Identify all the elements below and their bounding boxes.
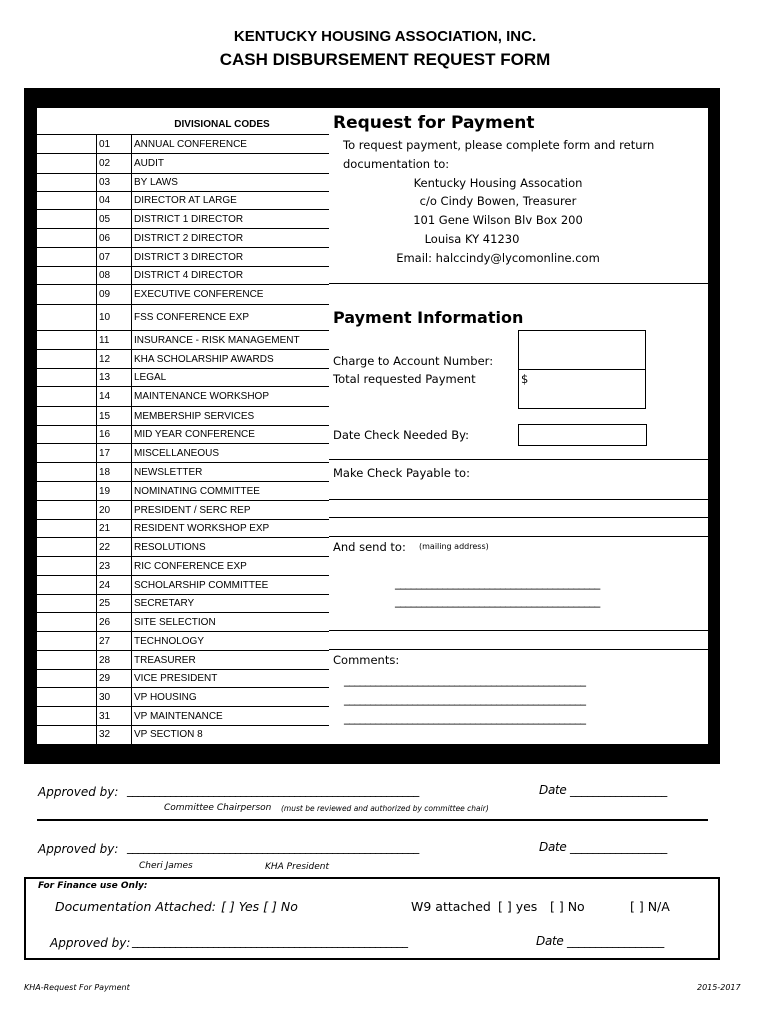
code-row: [37, 285, 329, 305]
code-number: 23: [99, 561, 111, 572]
code-number: 19: [99, 486, 111, 497]
code-number: 29: [99, 673, 111, 684]
code-name: RESOLUTIONS: [134, 542, 206, 553]
approval-separator: [37, 819, 708, 821]
code-row: [37, 726, 329, 744]
code-row: [37, 248, 329, 267]
code-name: NEWSLETTER: [134, 467, 203, 478]
code-number: 09: [99, 289, 111, 300]
w9-na-checkbox[interactable]: [ ] N/A: [630, 899, 670, 914]
code-row: [37, 350, 329, 369]
address-line3: 101 Gene Wilson Blv Box 200: [413, 213, 583, 227]
w9-yes-checkbox[interactable]: [ ] yes: [498, 899, 538, 914]
mailing-address-note: (mailing address): [419, 542, 489, 551]
code-number: 24: [99, 580, 111, 591]
code-name: VP MAINTENANCE: [134, 711, 223, 722]
code-name: LEGAL: [134, 372, 167, 383]
code-name: SITE SELECTION: [134, 617, 216, 628]
code-row: [37, 538, 329, 557]
code-name: DISTRICT 4 DIRECTOR: [134, 270, 244, 281]
comment-line-2[interactable]: ______________________________________________: [344, 692, 586, 706]
code-number: 25: [99, 598, 111, 609]
code-row: [37, 557, 329, 576]
code-row: [37, 174, 329, 192]
code-row: [37, 670, 329, 688]
code-name: BY LAWS: [134, 177, 178, 188]
address-line4: Louisa KY 41230: [424, 232, 520, 246]
code-name: DISTRICT 3 DIRECTOR: [134, 252, 244, 263]
code-name: FSS CONFERENCE EXP: [134, 312, 250, 323]
code-name: RESIDENT WORKSHOP EXP: [134, 523, 270, 534]
dollar-sign: $: [521, 372, 529, 386]
code-row: [37, 520, 329, 538]
code-row: [37, 210, 329, 229]
code-row: [37, 444, 329, 463]
approval2-name: Cheri James: [139, 861, 193, 871]
divisional-codes-heading: DIVISIONAL CODES: [37, 108, 329, 135]
address-line1: Kentucky Housing Assocation: [413, 176, 583, 190]
footer-years: 2015-2017: [697, 983, 741, 992]
code-row: [37, 707, 329, 726]
documentation-options[interactable]: [ ] Yes [ ] No: [221, 899, 298, 914]
code-name: ANNUAL CONFERENCE: [134, 139, 247, 150]
code-name: NOMINATING COMMITTEE: [134, 486, 260, 497]
code-number: 01: [99, 139, 111, 150]
code-row: [37, 501, 329, 520]
divisional-codes-table: [37, 108, 329, 744]
date-needed-field[interactable]: [518, 424, 647, 446]
code-number: 08: [99, 270, 111, 281]
code-row: [37, 688, 329, 707]
code-name: MISCELLANEOUS: [134, 448, 220, 459]
code-name: TREASURER: [134, 655, 196, 666]
code-name: AUDIT: [134, 158, 164, 169]
documentation-label: Documentation Attached:: [55, 899, 216, 914]
code-name: RIC CONFERENCE EXP: [134, 561, 247, 572]
code-name: VP HOUSING: [134, 692, 197, 703]
code-number: 30: [99, 692, 111, 703]
total-payment-label: Total requested Payment: [333, 372, 476, 386]
code-number: 05: [99, 214, 111, 225]
code-row: [37, 426, 329, 444]
finance-approved-label: Approved by:: [50, 936, 131, 950]
footer-form-name: KHA-Request For Payment: [24, 983, 130, 992]
approval1-label: Approved by:: [38, 785, 119, 799]
code-name: SECRETARY: [134, 598, 195, 609]
payment-heading: Payment Information: [333, 308, 524, 327]
code-number: 15: [99, 411, 111, 422]
code-name: VP SECTION 8: [134, 729, 203, 740]
code-row: [37, 267, 329, 285]
code-row: [37, 595, 329, 613]
finance-date[interactable]: Date _________________: [536, 934, 664, 948]
code-number: 31: [99, 711, 111, 722]
account-number-field[interactable]: [518, 339, 646, 369]
code-name: MEMBERSHIP SERVICES: [134, 411, 255, 422]
org-title: KENTUCKY HOUSING ASSOCIATION, INC.: [233, 28, 537, 45]
code-name: DIRECTOR AT LARGE: [134, 195, 237, 206]
finance-heading: For Finance use Only:: [38, 881, 148, 891]
approval2-date[interactable]: Date _________________: [539, 840, 667, 854]
approval2-title: KHA President: [265, 862, 330, 872]
code-number: 16: [99, 429, 111, 440]
code-row: [37, 651, 329, 670]
code-number: 02: [99, 158, 111, 169]
code-name: INSURANCE - RISK MANAGEMENT: [134, 335, 300, 346]
code-number: 04: [99, 195, 111, 206]
charge-account-label: Charge to Account Number:: [333, 354, 494, 368]
code-number: 14: [99, 391, 111, 402]
approval1-note: (must be reviewed and authorized by committee chair): [281, 804, 489, 813]
code-name: DISTRICT 2 DIRECTOR: [134, 233, 244, 244]
code-name: VICE PRESIDENT: [134, 673, 218, 684]
mailing-line-1[interactable]: _______________________________________: [395, 576, 600, 590]
code-number: 03: [99, 177, 111, 188]
approval2-label: Approved by:: [38, 842, 119, 856]
mailing-line-2[interactable]: _______________________________________: [395, 594, 600, 608]
code-number: 11: [99, 335, 110, 346]
code-row: [37, 482, 329, 501]
send-to-label: And send to:: [333, 540, 406, 554]
code-number: 07: [99, 252, 111, 263]
code-number: 20: [99, 505, 111, 516]
code-number: 32: [99, 729, 111, 740]
code-number: 17: [99, 448, 111, 459]
w9-no-checkbox[interactable]: [ ] No: [550, 899, 585, 914]
approval1-date[interactable]: Date _________________: [539, 783, 667, 797]
code-row: [37, 229, 329, 248]
comments-label: Comments:: [333, 653, 400, 667]
code-number: 27: [99, 636, 111, 647]
code-number: 28: [99, 655, 111, 666]
code-row: [37, 632, 329, 651]
code-row: [37, 154, 329, 174]
w9-label: W9 attached: [411, 899, 491, 914]
code-number: 12: [99, 354, 111, 365]
finance-approved-line[interactable]: ___________________________________________________: [132, 934, 408, 948]
code-number: 06: [99, 233, 111, 244]
code-row: [37, 613, 329, 632]
code-row: [37, 136, 329, 154]
code-row: [37, 305, 329, 331]
approval1-role: Committee Chairperson: [164, 803, 272, 813]
code-name: TECHNOLOGY: [134, 636, 205, 647]
code-name: MAINTENANCE WORKSHOP: [134, 391, 270, 402]
code-number: 10: [99, 312, 111, 323]
comment-line-3[interactable]: ______________________________________________: [344, 711, 586, 725]
comment-line-1[interactable]: ______________________________________________: [344, 673, 586, 687]
code-row: [37, 331, 329, 350]
code-name: SCHOLARSHIP COMMITTEE: [134, 580, 269, 591]
address-line2: c/o Cindy Bowen, Treasurer: [419, 194, 577, 208]
code-row: [37, 192, 329, 210]
code-row: [37, 387, 329, 407]
total-payment-field[interactable]: [518, 370, 646, 409]
form-title: CASH DISBURSEMENT REQUEST FORM: [219, 50, 551, 69]
code-number: 22: [99, 542, 111, 553]
approval1-signature-line[interactable]: ______________________________________________________: [127, 783, 419, 797]
request-heading: Request for Payment: [333, 113, 535, 133]
email-line: Email: halccindy@lycomonline.com: [396, 251, 600, 265]
code-number: 18: [99, 467, 111, 478]
code-number: 21: [99, 523, 111, 534]
code-name: EXECUTIVE CONFERENCE: [134, 289, 264, 300]
code-name: DISTRICT 1 DIRECTOR: [134, 214, 244, 225]
code-name: MID YEAR CONFERENCE: [134, 429, 255, 440]
code-row: [37, 576, 329, 595]
code-name: PRESIDENT / SERC REP: [134, 505, 251, 516]
code-row: [37, 369, 329, 387]
code-number: 13: [99, 372, 111, 383]
request-panel: [329, 108, 708, 744]
approval2-signature-line[interactable]: ______________________________________________________: [127, 840, 419, 854]
code-number: 26: [99, 617, 111, 628]
date-needed-label: Date Check Needed By:: [333, 428, 469, 442]
request-intro-line2: documentation to:: [343, 157, 450, 171]
code-name: KHA SCHOLARSHIP AWARDS: [134, 354, 274, 365]
code-row: [37, 407, 329, 426]
request-intro-line1: To request payment, please complete form and return: [343, 138, 655, 152]
code-row: [37, 463, 329, 482]
payable-to-label: Make Check Payable to:: [333, 466, 470, 480]
